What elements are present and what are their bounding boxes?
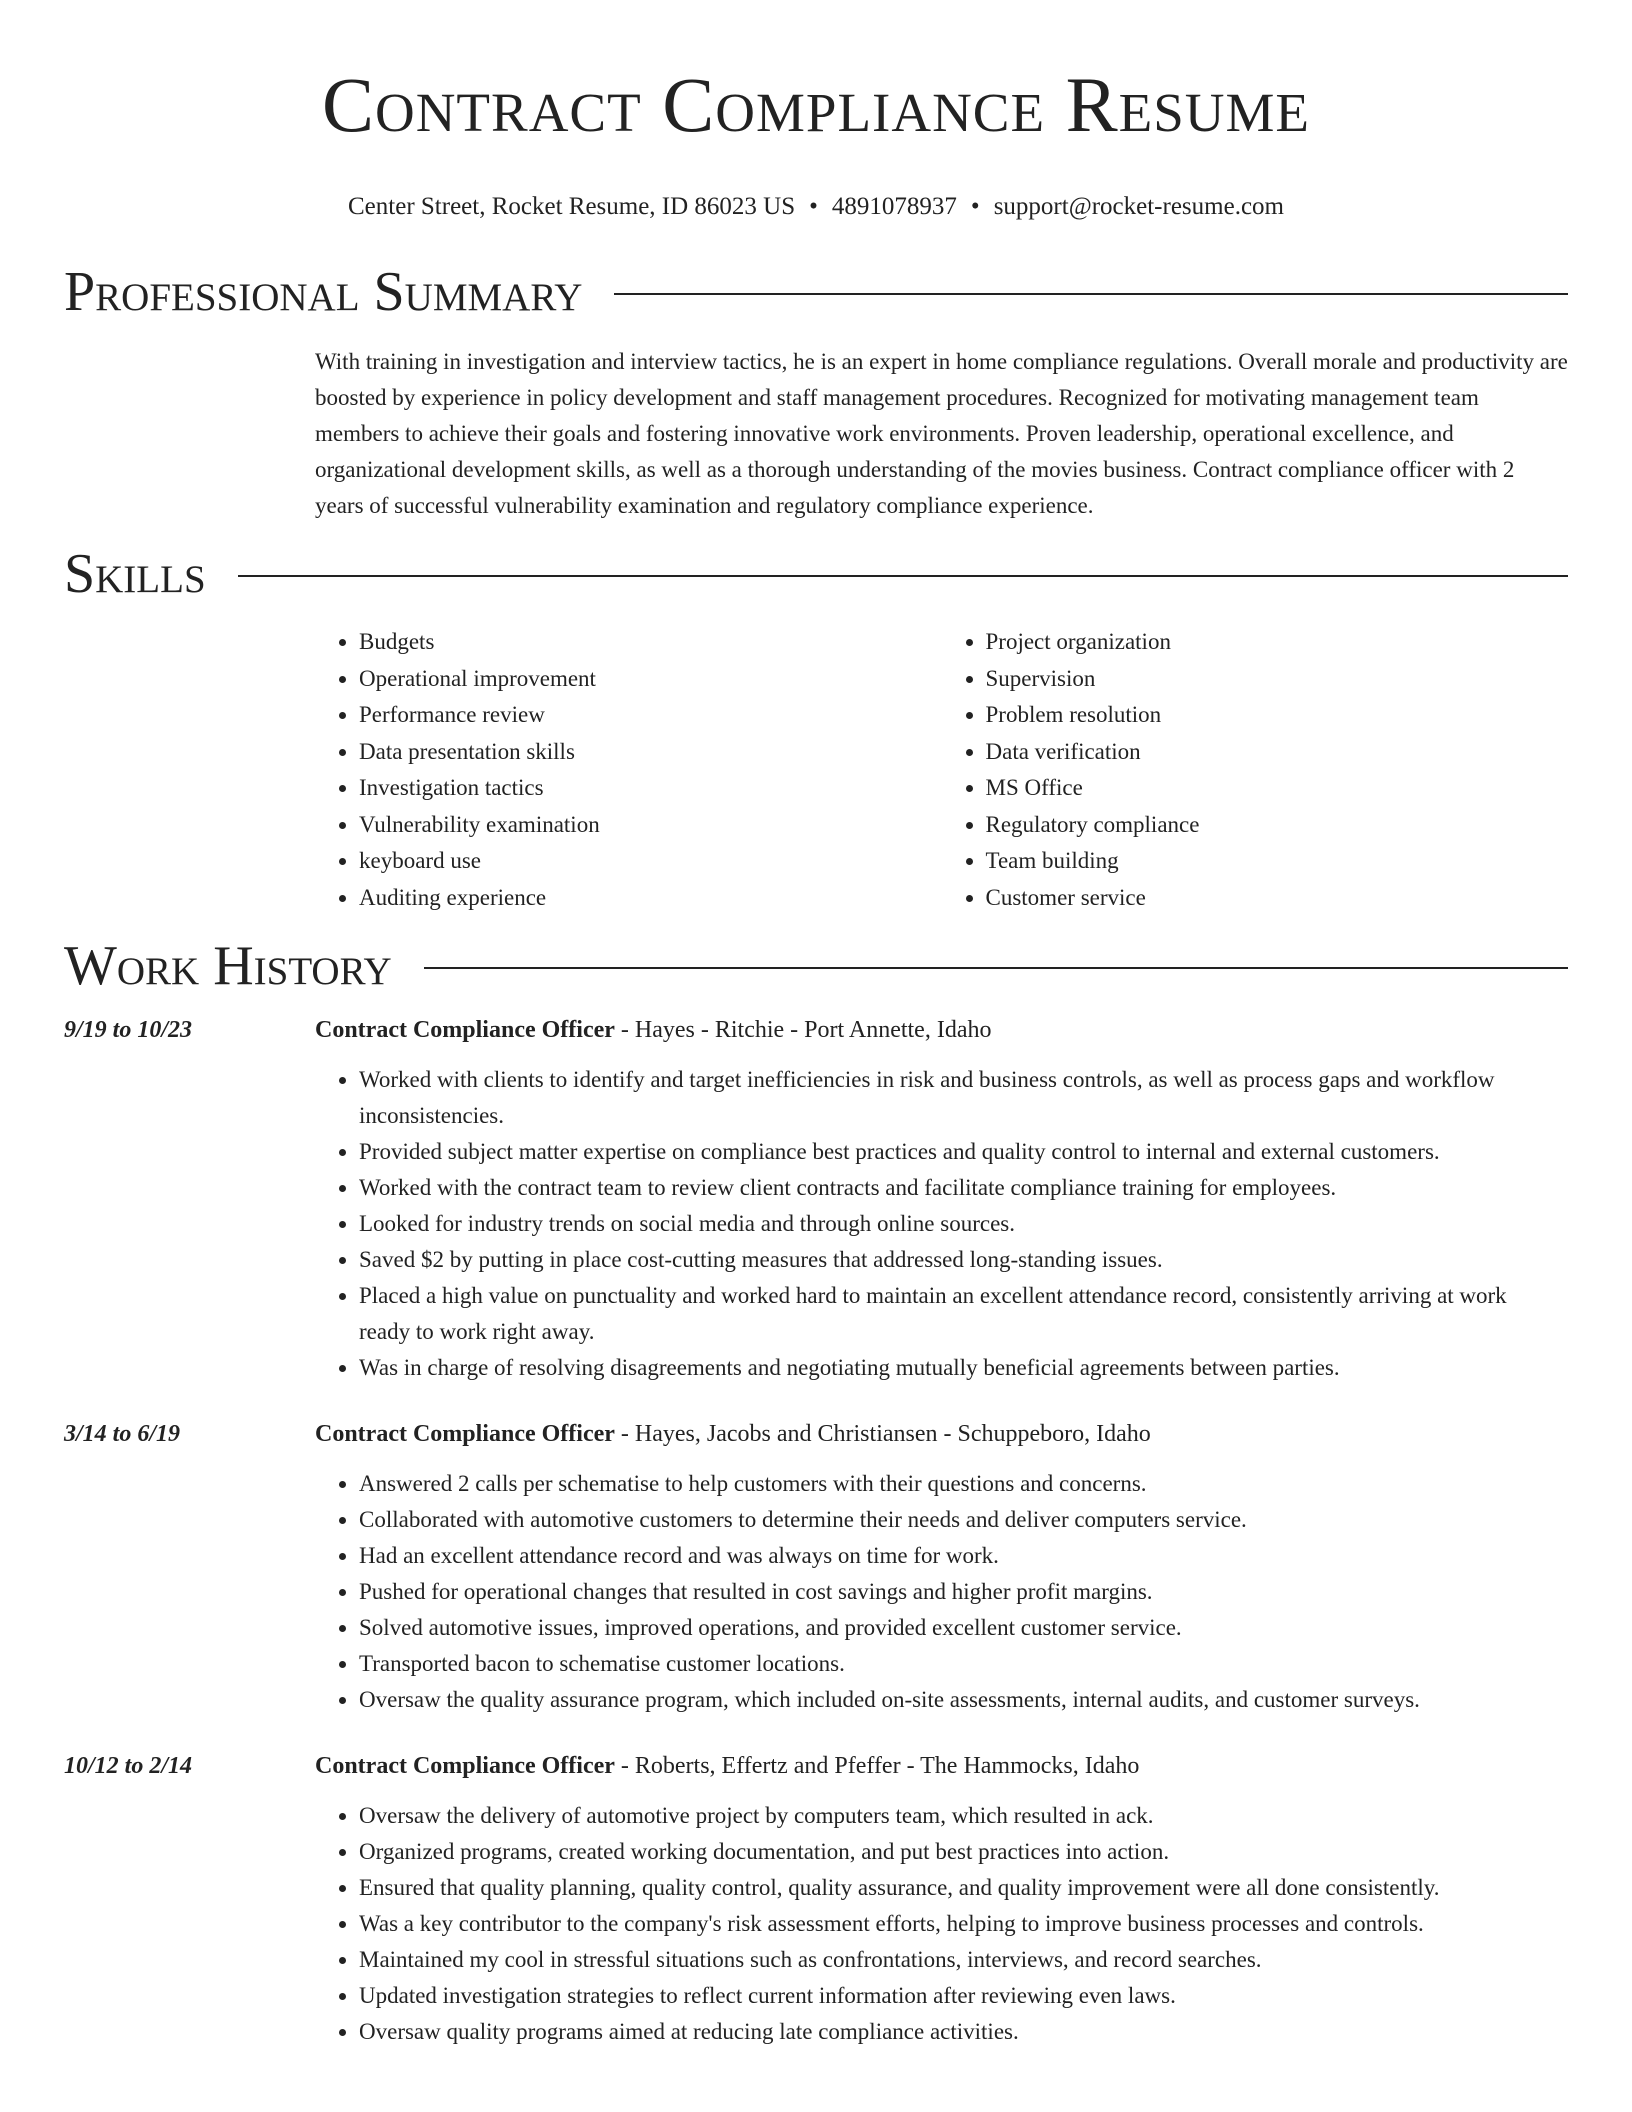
work-heading-text: Work History [64,935,392,997]
job-bullet: • Was a key contributor to the company's risk assessment efforts, helping to improve business processes and controls. [359,1906,1568,1942]
job-company: - Roberts, Effertz and Pfeffer - The Hammocks, Idaho [614,1753,1140,1779]
skill-item: • Regulatory compliance [986,807,1569,844]
section-divider [614,293,1568,295]
skill-item: • keyboard use [359,843,942,880]
job-dates: 10/12 to 2/14 [64,1753,193,1779]
skills-section [64,544,1568,916]
summary-heading [64,262,1568,322]
job-bullet: • Placed a high value on punctuality and worked hard to maintain an excellent attendance record, consistently arriving at work ready to work right away. [359,1278,1568,1350]
resume-title: Contract Compliance Resume [321,61,1311,148]
job-bullet: • Ensured that quality planning, quality control, quality assurance, and quality improvement were all done consistently. [359,1870,1568,1906]
contact-separator: • [809,193,818,220]
skill-item: • Problem resolution [986,697,1569,734]
skill-item: • Data verification [986,734,1569,771]
skills-heading-text: Skills [64,543,206,605]
job-header [64,1012,1568,1048]
summary-heading-text: Professional Summary [64,261,583,323]
section-divider [424,967,1568,969]
skill-item: • Vulnerability examination [359,807,942,844]
contact-separator: • [970,193,980,220]
job-bullet: • Saved $2 by putting in place cost-cutting measures that addressed long-standing issues. [359,1242,1568,1278]
summary-text: With training in investigation and interview tactics, he is an expert in home compliance regulations. Overall morale and productivity are boosted by experience in policy development and staff management procedures. Recognized for motivating management team members to achieve their goals and fostering innovative work environments. Proven leadership, operational excellence, and organizational development skills, as well as a thorough understanding of the movies business. Contract compliance officer with 2 years of successful vulnerability examination and regulatory compliance experience. [315,349,1568,518]
skills-heading [64,544,1568,604]
job-info [315,1748,1139,1784]
job-bullet: • Organized programs, created working documentation, and put best practices into action. [359,1834,1568,1870]
job-bullet: • Oversaw the quality assurance program, which included on-site assessments, internal audits, and customer surveys. [359,1682,1568,1718]
job-company: - Hayes, Jacobs and Christiansen - Schuppeboro, Idaho [614,1421,1151,1447]
job-header [64,1748,1568,1784]
job-bullet: • Pushed for operational changes that resulted in cost savings and higher profit margins. [359,1574,1568,1610]
job-info [315,1416,1151,1452]
job-list [64,1012,1568,2050]
skill-item: • Budgets [359,624,942,661]
work-section [64,936,1568,2050]
job-company: - Hayes - Ritchie - Port Annette, Idaho [614,1017,992,1043]
section-divider [238,575,1568,577]
job-bullet: • Maintained my cool in stressful situations such as confrontations, interviews, and record searches. [359,1942,1568,1978]
job-bullet-list [315,1062,1568,1386]
job-bullet: • Had an excellent attendance record and was always on time for work. [359,1538,1568,1574]
job-dates: 9/19 to 10/23 [64,1017,193,1043]
skills-list-right [942,624,1569,916]
job-title: Contract Compliance Officer [315,1753,615,1779]
job-entry [64,1416,1568,1718]
job-title: Contract Compliance Officer [315,1421,615,1447]
work-heading [64,936,1568,996]
job-bullet: • Was in charge of resolving disagreements and negotiating mutually beneficial agreements between parties. [359,1350,1568,1386]
job-bullet: • Collaborated with automotive customers to determine their needs and deliver computers service. [359,1502,1568,1538]
contact-phone: 4891078937 [831,193,957,220]
job-header [64,1416,1568,1452]
skill-item: • Customer service [986,880,1569,917]
job-bullet: • Worked with the contract team to review client contracts and facilitate compliance training for employees. [359,1170,1568,1206]
skill-item: • MS Office [986,770,1569,807]
job-entry [64,1012,1568,1386]
contact-address: Center Street, Rocket Resume, ID 86023 US [348,193,796,220]
job-bullet: • Worked with clients to identify and target inefficiencies in risk and business controls, as well as process gaps and workflow inconsistencies. [359,1062,1568,1134]
job-dates: 3/14 to 6/19 [64,1421,181,1447]
skill-item: • Team building [986,843,1569,880]
job-bullet-list [315,1466,1568,1718]
job-bullet-list [315,1798,1568,2050]
job-bullet: • Answered 2 calls per schematise to help customers with their questions and concerns. [359,1466,1568,1502]
skill-item: • Project organization [986,624,1569,661]
job-title: Contract Compliance Officer [315,1017,615,1043]
job-entry [64,1748,1568,2050]
skill-item: • Investigation tactics [359,770,942,807]
job-info [315,1012,991,1048]
job-bullet: • Transported bacon to schematise customer locations. [359,1646,1568,1682]
skills-columns [315,624,1568,916]
skill-item: • Operational improvement [359,661,942,698]
contact-email: support@rocket-resume.com [993,193,1284,220]
job-bullet: • Updated investigation strategies to reflect current information after reviewing even laws. [359,1978,1568,2014]
job-bullet: • Looked for industry trends on social media and through online sources. [359,1206,1568,1242]
job-bullet: • Solved automotive issues, improved operations, and provided excellent customer service. [359,1610,1568,1646]
contact-line [64,192,1568,222]
skill-item: • Auditing experience [359,880,942,917]
skills-list-left [315,624,942,916]
skill-item: • Data presentation skills [359,734,942,771]
job-bullet: • Provided subject matter expertise on compliance best practices and quality control to internal and external customers. [359,1134,1568,1170]
job-bullet: • Oversaw the delivery of automotive project by computers team, which resulted in ack. [359,1798,1568,1834]
summary-section [64,262,1568,524]
resume-page [64,0,1568,2050]
skill-item: • Supervision [986,661,1569,698]
skill-item: • Performance review [359,697,942,734]
job-bullet: • Oversaw quality programs aimed at reducing late compliance activities. [359,2014,1568,2050]
